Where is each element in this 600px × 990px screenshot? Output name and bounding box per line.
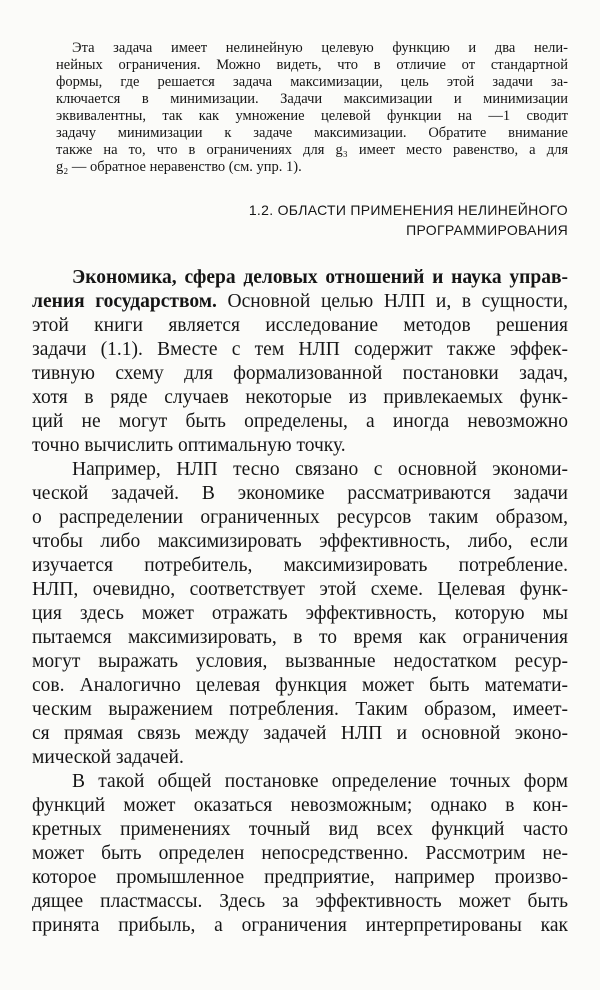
paragraph-lead-bold-continuation: ления государством. xyxy=(32,291,217,312)
paragraph-line: ций не могут быть определены, а иногда невозможно xyxy=(32,411,568,432)
intro-line: g₂ — обратное неравенство (см. упр. 1). xyxy=(56,159,302,175)
paragraph-line: пытаемся максимизировать, в то время как ограничения xyxy=(32,627,568,648)
paragraph-line: которое промышленное предприятие, например произво- xyxy=(32,867,568,888)
paragraph-line: изучается потребитель, максимизировать потребление. xyxy=(32,555,568,576)
paragraph-line: задачи (1.1). Вместе с тем НЛП содержит также эффек- xyxy=(32,339,568,360)
intro-line: также на то, что в ограничениях для g₃ имеет место равенство, а для xyxy=(56,142,568,158)
paragraph-line: ческим выражением потребления. Таким образом, имеет- xyxy=(32,699,568,720)
paragraph-line: этой книги является исследование методов решения xyxy=(32,315,568,336)
intro-line: формы, где решается задача максимизации, цель этой задачи за- xyxy=(56,74,568,90)
paragraph-line: точно вычислить оптимальную точку. xyxy=(32,435,346,456)
paragraph-line: кретных применениях точный вид всех функций часто xyxy=(32,819,568,840)
paragraph-line-rest: Основной целью НЛП и, в сущности, xyxy=(216,291,569,312)
paragraph-line: НЛП, очевидно, соответствует этой схеме. Целевая функ- xyxy=(32,579,568,600)
paragraph-line: тивную схему для формализованной постановки задач, xyxy=(32,363,568,384)
paragraph-line: сов. Аналогично целевая функция может быть математи- xyxy=(32,675,568,696)
paragraph-line: В такой общей постановке определение точных форм xyxy=(72,771,568,792)
intro-line: Эта задача имеет нелинейную целевую функцию и два нели- xyxy=(72,40,568,56)
paragraph-line: ция здесь может отражать эффективность, которую мы xyxy=(32,603,568,624)
paragraph-line xyxy=(32,290,568,314)
paragraph-line: чтобы либо максимизировать эффективность, либо, если xyxy=(32,531,568,552)
intro-line: нейных ограничения. Можно видеть, что в отличие от стандартной xyxy=(56,57,568,73)
paragraph-line: мической задачей. xyxy=(32,747,184,768)
section-heading-line-1: 1.2. ОБЛАСТИ ПРИМЕНЕНИЯ НЕЛИНЕЙНОГО xyxy=(248,202,568,218)
paragraph-line: Например, НЛП тесно связано с основной экономи- xyxy=(72,459,568,480)
paragraph-line: функций может оказаться невозможным; однако в кон- xyxy=(32,795,568,816)
intro-line: эквивалентны, так как умножение целевой функции на —1 сводит xyxy=(56,108,568,124)
paragraph-line: могут выражать условия, вызванные недостатком ресур- xyxy=(32,651,568,672)
paragraph-line: дящее пластмассы. Здесь за эффективность может быть xyxy=(32,891,568,912)
paragraph-line: ся прямая связь между задачей НЛП и основной эконо- xyxy=(32,723,568,744)
paragraph-line: может быть определен непосредственно. Рассмотрим не- xyxy=(32,843,568,864)
paragraph-line: ческой задачей. В экономике рассматриваются задачи xyxy=(32,483,568,504)
section-heading-line-2: ПРОГРАММИРОВАНИЯ xyxy=(406,222,568,238)
intro-line: ключается в минимизации. Задачи максимизации и минимизации xyxy=(56,91,568,107)
paragraph-line: принята прибыль, а ограничения интерпретированы как xyxy=(32,915,568,936)
paragraph-line: о распределении ограниченных ресурсов таким образом, xyxy=(32,507,568,528)
intro-line: задачу минимизации к задаче максимизации. Обратите внимание xyxy=(56,125,568,141)
paragraph-line: хотя в ряде случаев некоторые из привлекаемых функ- xyxy=(32,387,568,408)
paragraph-lead-bold: Экономика, сфера деловых отношений и наука управ- xyxy=(72,267,568,288)
